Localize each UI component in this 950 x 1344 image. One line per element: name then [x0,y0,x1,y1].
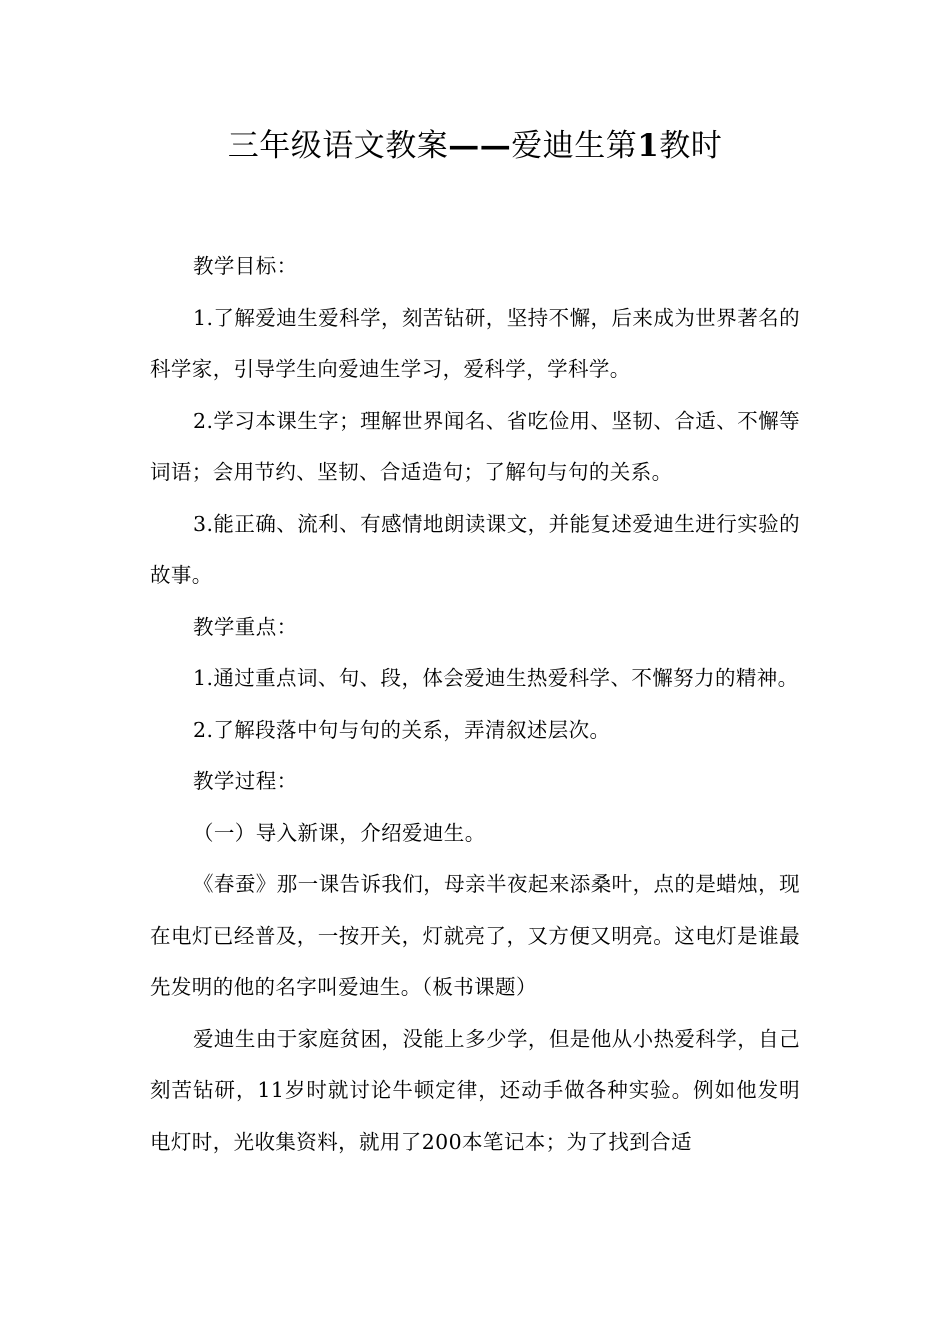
heading-teaching-focus: 教学重点： [193,614,298,639]
body-paragraph: 爱迪生由于家庭贫困，没能上多少学，但是他从小热爱科学，自己刻苦钻研，11岁时就讨论牛顿定律，还动手做各种实验。例如他发明电灯时，光收集资料，就用了200本笔记本；为了找到合适 [150,1026,800,1154]
document-title [0,124,950,168]
goal-item-2: 2.学习本课生字；理解世界闻名、省吃俭用、坚韧、合适、不懈等词语；会用节约、坚韧、合适造句；了解句与句的关系。 [150,408,800,484]
title-dash: —— [448,128,512,164]
body-paragraph: 《春蚕》那一课告诉我们，母亲半夜起来添桑叶，点的是蜡烛，现在电灯已经普及，一按开关，灯就亮了，又方便又明亮。这电灯是谁最先发明的他的名字叫爱迪生。（板书课题） [150,872,800,999]
focus-item-1: 1.通过重点词、句、段，体会爱迪生热爱科学、不懈努力的精神。 [193,666,799,690]
title-text-subject: 爱迪生第 [511,128,638,164]
document-body [150,241,800,1168]
goal-item-3: 3.能正确、流利、有感情地朗读课文，并能复述爱迪生进行实验的故事。 [150,511,800,587]
title-text-main: 三年级语文教案 [227,128,449,164]
title-text-suffix: 教时 [659,128,723,164]
process-step-1-heading: （一）导入新课，介绍爱迪生。 [193,820,486,845]
title-lesson-number: 1 [637,128,660,164]
heading-teaching-process: 教学过程： [193,769,298,793]
heading-teaching-goals: 教学目标： [193,254,298,278]
goal-item-1: 1.了解爱迪生爱科学，刻苦钻研，坚持不懈，后来成为世界著名的科学家，引导学生向爱迪生学习，爱科学，学科学。 [150,305,800,381]
focus-item-2: 2.了解段落中句与句的关系，弄清叙述层次。 [193,717,611,742]
